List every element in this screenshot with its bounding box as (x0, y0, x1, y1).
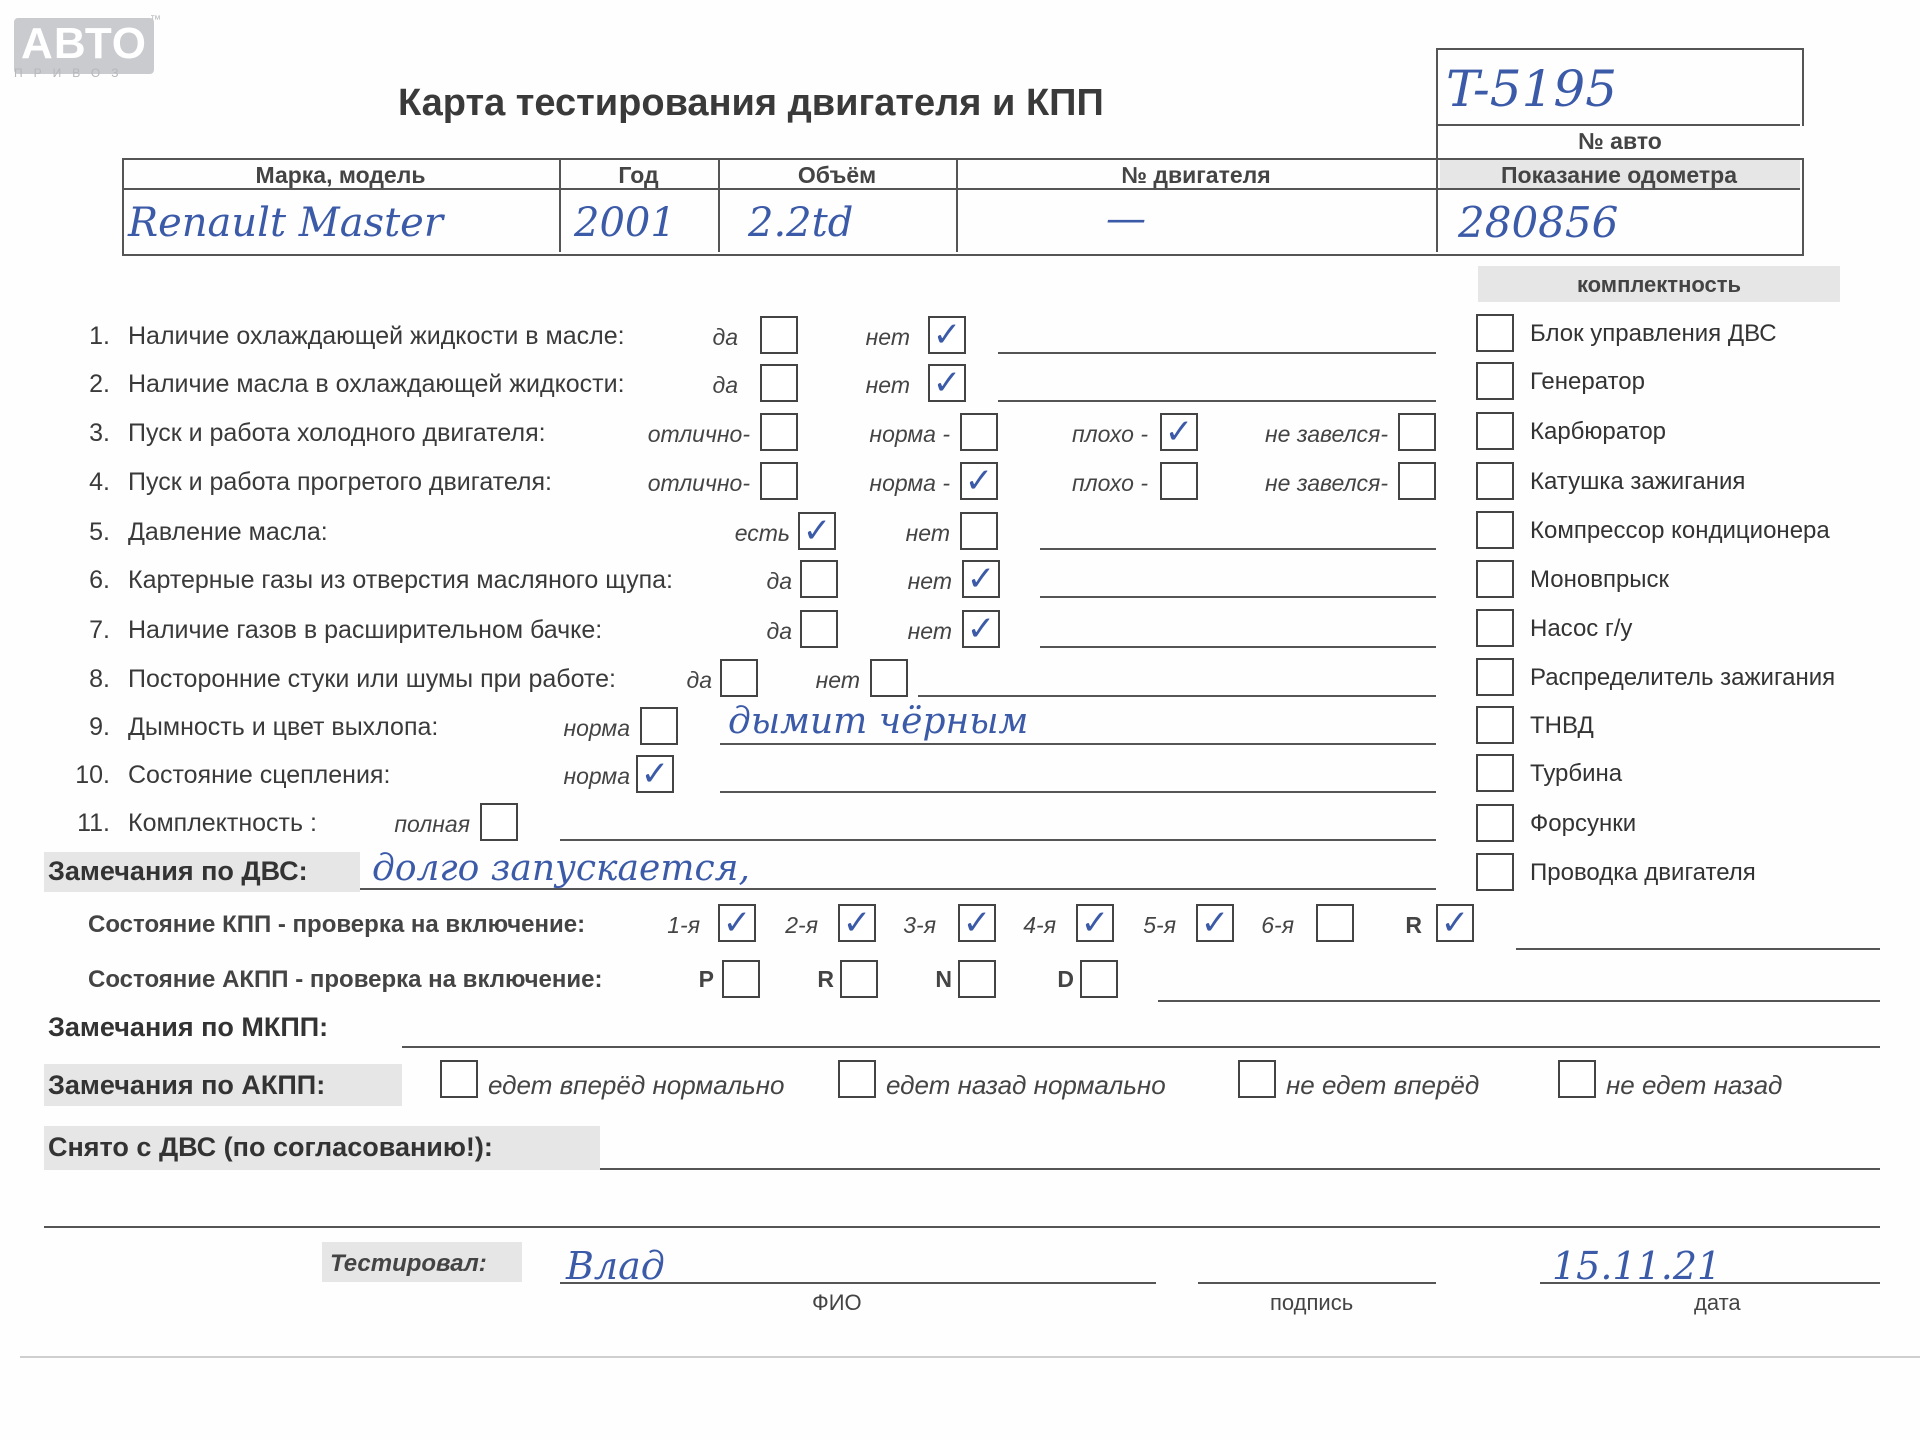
item-number: 6. (89, 566, 110, 594)
auto-number-value: T-5195 (1446, 60, 1618, 118)
value-engine-number: — (1106, 196, 1146, 242)
option-label: плохо - (1072, 470, 1148, 496)
complect-checkbox[interactable] (1476, 511, 1514, 549)
option-checkbox-checkmark: ✓ (932, 315, 962, 355)
option-label: да (766, 568, 792, 594)
option-label: нет (865, 324, 910, 350)
akpp-label: Состояние АКПП - проверка на включение: (88, 966, 603, 993)
odometer-top-border (1436, 124, 1800, 126)
item-label: Наличие охлаждающей жидкости в масле: (128, 322, 625, 350)
torn-edge (20, 1356, 1920, 1362)
akpp-gear-label: D (1057, 966, 1074, 992)
complect-item-label: Блок управления ДВС (1530, 320, 1777, 347)
col-make-model: Марка, модель (255, 162, 426, 188)
gear-label: 4-я (1023, 912, 1056, 938)
complect-checkbox[interactable] (1476, 658, 1514, 696)
complect-item-label: Насос г/у (1530, 615, 1633, 642)
logo-subtitle: ПРИВОЗ (14, 66, 130, 80)
date-caption: дата (1694, 1290, 1741, 1315)
akpp-remark-checkbox[interactable] (1238, 1060, 1276, 1098)
option-label: да (712, 372, 738, 398)
complect-checkbox[interactable] (1476, 560, 1514, 598)
complect-item-label: Карбюратор (1530, 418, 1667, 445)
item-number: 10. (75, 761, 110, 789)
gear-checkbox-checkmark: ✓ (842, 903, 872, 943)
akpp-remark-checkbox[interactable] (1558, 1060, 1596, 1098)
auto-number-label: № авто (1578, 128, 1662, 154)
option-checkbox-checkmark: ✓ (964, 461, 994, 501)
option-label: норма (563, 715, 630, 741)
option-checkbox[interactable] (640, 707, 678, 745)
answer-line (998, 352, 1436, 354)
answer-line (720, 743, 1436, 745)
option-label: норма - (869, 470, 950, 496)
option-label: отлично- (647, 470, 750, 496)
option-checkbox-checkmark: ✓ (932, 363, 962, 403)
item-label: Картерные газы из отверстия масляного щупа: (128, 566, 673, 594)
tester-name: Влад (566, 1244, 665, 1288)
complect-checkbox[interactable] (1476, 609, 1514, 647)
item-label: Давление масла: (128, 518, 328, 546)
akpp-remark-label: не едет назад (1606, 1070, 1783, 1100)
akpp-gear-label: P (698, 966, 714, 992)
option-checkbox[interactable] (960, 512, 998, 550)
option-label: полная (394, 811, 470, 837)
gear-label: 6-я (1261, 912, 1294, 938)
option-label: да (686, 667, 712, 693)
option-label: нет (815, 667, 860, 693)
answer-line (1040, 548, 1436, 550)
complect-checkbox[interactable] (1476, 412, 1514, 450)
option-label: плохо - (1072, 421, 1148, 447)
remarks-akpp-label: Замечания по АКПП: (48, 1070, 326, 1100)
item-label: Посторонние стуки или шумы при работе: (128, 665, 616, 693)
option-label: отлично- (647, 421, 750, 447)
option-checkbox[interactable] (870, 659, 908, 697)
gear-checkbox-checkmark: ✓ (1440, 903, 1470, 943)
complect-item-label: Катушка зажигания (1530, 468, 1746, 495)
removed-label: Снято с ДВС (по согласованию!): (48, 1132, 493, 1162)
akpp-remark-checkbox[interactable] (440, 1060, 478, 1098)
complect-title: комплектность (1576, 272, 1742, 297)
gear-checkbox-checkmark: ✓ (1080, 903, 1110, 943)
gear-label: 3-я (903, 912, 936, 938)
option-label: да (712, 324, 738, 350)
item-number: 5. (89, 518, 110, 546)
tester-label: Тестировал: (330, 1250, 487, 1277)
complect-item-label: Генератор (1530, 368, 1645, 395)
item-number: 1. (89, 322, 110, 350)
option-label: норма (563, 763, 630, 789)
answer-line (560, 839, 1436, 841)
complect-item-label: Форсунки (1530, 810, 1637, 837)
answer-line (918, 695, 1436, 697)
value-odometer: 280856 (1458, 198, 1619, 247)
item-number: 11. (77, 809, 110, 837)
option-label: есть (734, 520, 790, 546)
sign-line (1198, 1282, 1436, 1284)
akpp-remark-label: едет назад нормально (886, 1070, 1166, 1100)
option-label: не завелся- (1264, 470, 1388, 496)
gear-label: 2-я (785, 912, 818, 938)
kpp-label: Состояние КПП - проверка на включение: (88, 911, 586, 938)
complect-checkbox[interactable] (1476, 706, 1514, 744)
option-label: норма - (869, 421, 950, 447)
akpp-remark-label: едет вперёд нормально (488, 1070, 785, 1100)
gear-label: R (1405, 912, 1422, 938)
item-number: 9. (89, 713, 110, 741)
option-label: нет (907, 568, 952, 594)
complect-checkbox[interactable] (1476, 462, 1514, 500)
complect-item-label: Турбина (1530, 760, 1623, 787)
item-number: 8. (89, 665, 110, 693)
answer-line (1040, 596, 1436, 598)
gear-label: 1-я (667, 912, 700, 938)
option-label: нет (905, 520, 950, 546)
complect-item-label: Моновпрыск (1530, 566, 1670, 593)
item-label: Состояние сцепления: (128, 761, 391, 789)
value-volume: 2.2td (748, 200, 854, 246)
item-label: Комплектность : (128, 809, 317, 837)
complect-checkbox[interactable] (1476, 314, 1514, 352)
item-note: дымит чёрным (728, 701, 1029, 742)
value-year: 2001 (574, 200, 676, 246)
gear-checkbox-checkmark: ✓ (1200, 903, 1230, 943)
gear-label: 5-я (1143, 912, 1176, 938)
item-label: Пуск и работа холодного двигателя: (128, 419, 546, 447)
complect-item-label: ТНВД (1530, 712, 1594, 739)
akpp-remark-checkbox[interactable] (838, 1060, 876, 1098)
complect-checkbox[interactable] (1476, 362, 1514, 400)
removed-line-1 (600, 1168, 1880, 1170)
test-date: 15.11.21 (1552, 1244, 1722, 1288)
remarks-mkpp-line (402, 1046, 1880, 1048)
item-number: 7. (89, 616, 110, 644)
item-label: Пуск и работа прогретого двигателя: (128, 468, 552, 496)
item-label: Наличие газов в расширительном бачке: (128, 616, 603, 644)
col-odometer: Показание одометра (1501, 162, 1737, 188)
col-volume: Объём (797, 162, 877, 188)
option-checkbox[interactable] (1398, 462, 1436, 500)
remarks-mkpp-label: Замечания по МКПП: (48, 1012, 329, 1042)
complect-item-label: Компрессор кондиционера (1530, 517, 1830, 544)
item-label: Дымность и цвет выхлопа: (128, 713, 439, 741)
option-checkbox-checkmark: ✓ (802, 511, 832, 551)
option-checkbox-checkmark: ✓ (966, 559, 996, 599)
remarks-dvs-value: долго запускается, (372, 848, 750, 889)
answer-line (998, 400, 1436, 402)
option-label: нет (907, 618, 952, 644)
complect-checkbox[interactable] (1476, 754, 1514, 792)
col-year: Год (618, 162, 659, 188)
option-checkbox[interactable] (480, 803, 518, 841)
value-make-model: Renault Master (128, 200, 443, 246)
complect-checkbox[interactable] (1476, 804, 1514, 842)
col-engine-number: № двигателя (1121, 162, 1271, 188)
akpp-line (1158, 1000, 1880, 1002)
option-checkbox-checkmark: ✓ (640, 754, 670, 794)
sign-caption: подпись (1270, 1290, 1354, 1315)
form-title: Карта тестирования двигателя и КПП (398, 82, 1104, 124)
option-label: не завелся- (1264, 421, 1388, 447)
item-label: Наличие масла в охлаждающей жидкости: (128, 370, 625, 398)
answer-line (1040, 646, 1436, 648)
akpp-remark-label: не едет вперёд (1286, 1070, 1480, 1100)
item-number: 2. (89, 370, 110, 398)
complect-item-label: Распределитель зажигания (1530, 664, 1836, 691)
option-checkbox-checkmark: ✓ (966, 609, 996, 649)
akpp-gear-label: R (817, 966, 834, 992)
kpp-line (1516, 948, 1880, 950)
gear-checkbox-checkmark: ✓ (722, 903, 752, 943)
answer-line (720, 791, 1436, 793)
fio-caption: ФИО (812, 1290, 862, 1315)
remarks-dvs-line (360, 888, 1436, 890)
akpp-gear-label: N (935, 966, 952, 992)
akpp-gear-checkbox[interactable] (1080, 960, 1118, 998)
option-checkbox-checkmark: ✓ (1164, 412, 1194, 452)
avto-privoz-logo: АВТО (14, 18, 154, 74)
complect-item-label: Проводка двигателя (1530, 859, 1756, 886)
removed-line-2 (44, 1226, 1880, 1228)
option-label: да (766, 618, 792, 644)
date-line (1540, 1282, 1880, 1284)
item-number: 4. (89, 468, 110, 496)
option-label: нет (865, 372, 910, 398)
trademark-sign: ™ (150, 14, 161, 26)
remarks-dvs-label: Замечания по ДВС: (48, 856, 308, 886)
fio-line (560, 1282, 1156, 1284)
gear-checkbox-checkmark: ✓ (962, 903, 992, 943)
option-checkbox[interactable] (1398, 413, 1436, 451)
item-number: 3. (89, 419, 110, 447)
complect-checkbox[interactable] (1476, 853, 1514, 891)
